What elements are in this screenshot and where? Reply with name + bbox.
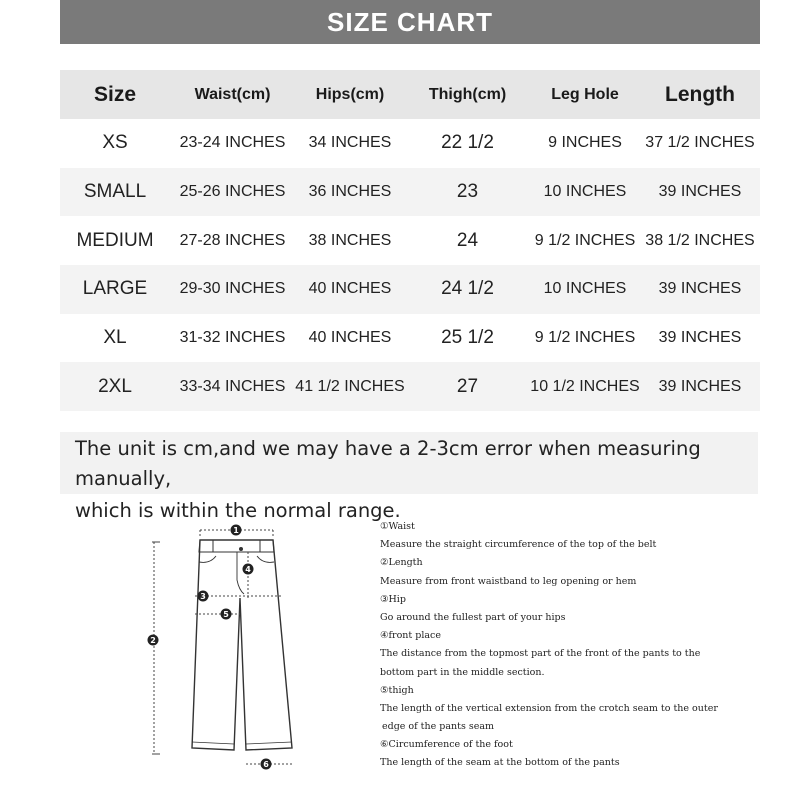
button [239,547,243,551]
hips-cell: 38 INCHES [308,231,392,249]
table-row [60,314,760,363]
marker-4 [243,564,254,575]
svg-text:3: 3 [200,592,206,602]
size-table [60,70,760,411]
title-bar [60,0,760,44]
waist-cell: 27-28 INCHES [179,231,286,249]
marker-6 [261,759,272,770]
marker-1 [231,525,242,536]
size-cell: 2XL [60,362,170,411]
instruction-heading-front-place: ④front place [380,630,441,642]
svg-text:5: 5 [223,610,229,620]
leg-hole-cell: 10 INCHES [530,265,640,314]
thigh-cell: 25 1/2 [441,327,494,349]
size-cell: XS [102,132,128,154]
waist-cell: 29-30 INCHES [170,265,295,314]
length-cell: 37 1/2 INCHES [645,134,755,152]
length-cell: 39 INCHES [640,265,760,314]
thigh-cell: 24 1/2 [405,265,530,314]
length-cell: 39 INCHES [658,329,742,347]
table-row [60,265,760,314]
page-title: SIZE CHART [327,6,493,37]
measurement-instructions [380,518,780,773]
thigh-cell: 24 [456,229,479,251]
table-row [60,362,760,411]
fly [237,552,244,594]
instruction-text: edge of the pants seam [382,721,495,733]
leg-hole-cell: 9 INCHES [548,134,622,152]
marker-2 [148,635,159,646]
instruction-text: The distance from the topmost part of the front of the pants to the [380,648,701,660]
instruction-text: Measure from front waistband to leg opening or hem [380,575,637,587]
thigh-cell: 23 [405,168,530,217]
table-row [60,119,760,168]
hips-cell: 36 INCHES [295,168,405,217]
header-size: Size [60,70,170,119]
length-cell: 39 INCHES [640,168,760,217]
header-thigh: Thigh(cm) [405,70,530,119]
hips-cell: 34 INCHES [308,134,392,152]
header-leg-hole: Leg Hole [530,70,640,119]
size-cell: MEDIUM [76,229,154,251]
leg-hole-cell: 9 1/2 INCHES [534,231,636,249]
svg-text:6: 6 [263,760,269,770]
instruction-heading-hip: ③Hip [380,593,406,605]
instruction-text: The length of the seam at the bottom of the pants [380,757,620,769]
measurement-note [60,432,758,522]
hips-cell: 40 INCHES [308,329,392,347]
thigh-cell: 22 1/2 [441,132,494,154]
size-cell: XL [103,327,127,349]
size-cell: SMALL [60,168,170,217]
waist-cell: 33-34 INCHES [170,362,295,411]
instruction-heading-waist: ①Waist [380,521,415,532]
header-waist: Waist(cm) [170,70,295,119]
leg-hole-cell: 10 1/2 INCHES [530,362,640,411]
instruction-text: Measure the straight circumference of the top of the belt [380,539,657,551]
marker-5 [221,609,232,620]
hips-cell: 40 INCHES [295,265,405,314]
waist-cell: 31-32 INCHES [179,329,286,347]
table-header-row [60,70,760,119]
waist-cell: 23-24 INCHES [179,134,286,152]
svg-text:2: 2 [150,636,156,646]
svg-text:4: 4 [245,565,251,575]
length-cell: 39 INCHES [640,362,760,411]
leg-hole-cell: 9 1/2 INCHES [534,329,636,347]
header-length: Length [640,70,760,119]
waistband [199,540,274,552]
pants-diagram [140,518,320,773]
hips-cell: 41 1/2 INCHES [295,362,405,411]
instruction-text: Go around the fullest part of your hips [380,611,566,623]
leg-hole-cell: 10 INCHES [530,168,640,217]
marker-3 [198,591,209,602]
pants-outline [192,540,292,750]
instruction-text: The length of the vertical extension from the crotch seam to the outer [380,702,718,714]
table-row [60,168,760,217]
note-line-2: which is within the normal range. [75,499,401,522]
size-cell: LARGE [60,265,170,314]
length-cell: 38 1/2 INCHES [645,231,755,249]
instruction-heading-thigh: ⑤thigh [380,684,414,696]
svg-text:1: 1 [233,526,239,536]
instruction-heading-foot: ⑥Circumference of the foot [380,739,513,751]
table-row [60,216,760,265]
note-line-1: The unit is cm,and we may have a 2-3cm error when measuring manually, [75,437,701,490]
header-hips: Hips(cm) [295,70,405,119]
thigh-cell: 27 [405,362,530,411]
waist-cell: 25-26 INCHES [170,168,295,217]
instruction-text: bottom part in the middle section. [380,666,545,678]
instruction-heading-length: ②Length [380,557,423,569]
